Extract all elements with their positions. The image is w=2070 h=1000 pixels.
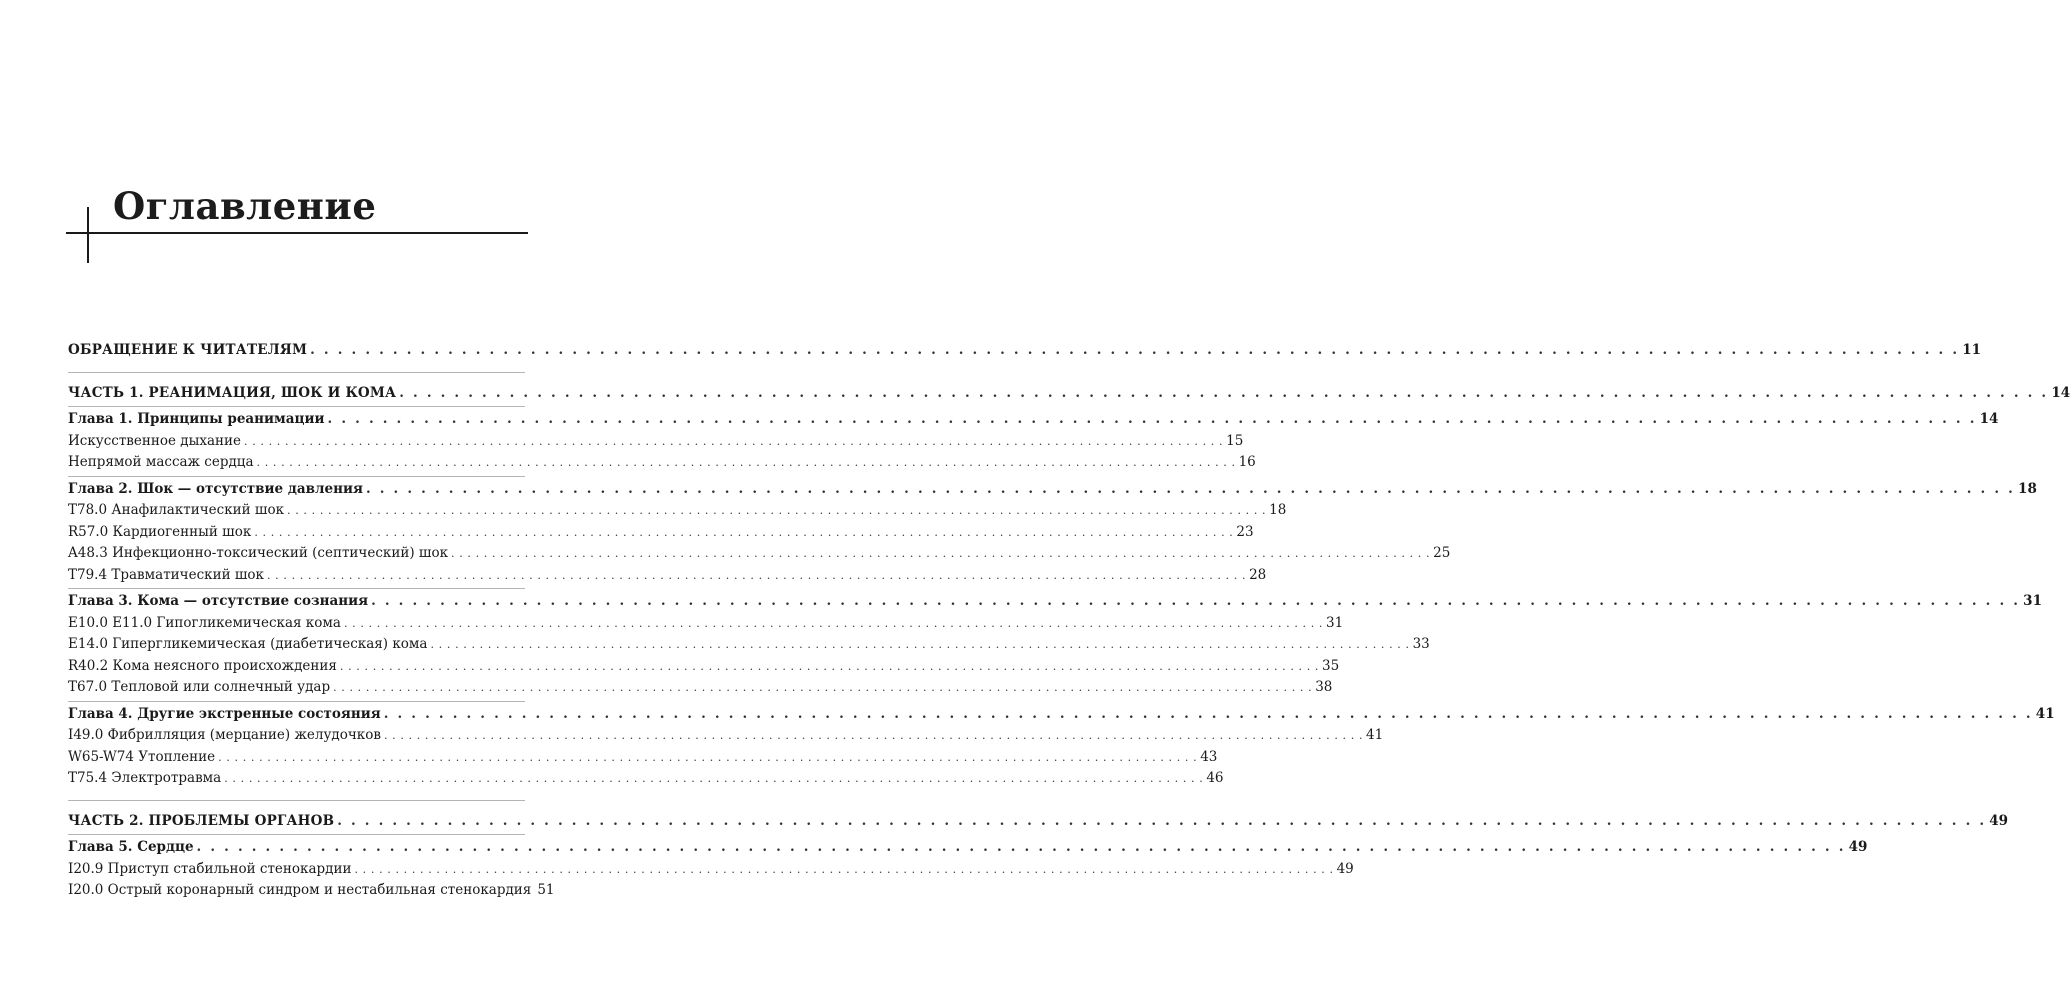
toc-page-number: 14: [1979, 411, 1999, 427]
toc-entry[interactable]: [68, 454, 1256, 470]
toc-leader-dots: . . . . . . . . . . . . . . . . . . . . . . . . . . . . . . . . . . . . . . . . . . . . . . . . . . . . . . . . . . . . . . . . . . . . . . . . . . . . . . . . . . . . . . . . . . . . . . . . . . . . . . . . . . . . . . . . . . . . . . . .: [224, 772, 1204, 785]
toc-title: Искусственное дыхание: [68, 432, 242, 449]
toc-page-number: 28: [1249, 566, 1267, 583]
toc-leader-dots: . . . . . . . . . . . . . . . . . . . . . . . . . . . . . . . . . . . . . . . . . . . . . . . . . . . . . . . . . . . . . . . . . . . . . . . . . . . . . . . . . . . . . . . . . . . . . . . . . . . . . . . . . . . . . . . . . . . . . . . .: [371, 593, 2021, 609]
toc-page-number: 35: [1322, 657, 1340, 674]
toc-leader-dots: . . . . . . . . . . . . . . . . . . . . . . . . . . . . . . . . . . . . . . . . . . . . . . . . . . . . . . . . . . . . . . . . . . . . . . . . . . . . . . . . . . . . . . . . . . . . . . . . . . . . . . . . . . . . . . . . . . . . . . . .: [333, 681, 1313, 694]
title-underline: [66, 232, 528, 234]
toc-title: R40.2 Кома неясного происхождения: [68, 657, 337, 674]
toc-leader-dots: . . . . . . . . . . . . . . . . . . . . . . . . . . . . . . . . . . . . . . . . . . . . . . . . . . . . . . . . . . . . . . . . . . . . . . . . . . . . . . . . . . . . . . . . . . . . . . . . . . . . . . . . . . . . . . . . . . . . . . . .: [266, 568, 1247, 582]
toc-leader-dots: . . . . . . . . . . . . . . . . . . . . . . . . . . . . . . . . . . . . . . . . . . . . . . . . . . . . . . . . . . . . . . . . . . . . . . . . . . . . . . . . . . . . . . . . . . . . . . . . . . . . . . . . . . . . . . . . . . . . . . . .: [383, 729, 1364, 742]
toc-leader-dots: . . . . . . . . . . . . . . . . . . . . . . . . . . . . . . . . . . . . . . . . . . . . . . . . . . . . . . . . . . . . . . . . . . . . . . . . . . . . . . . . . . . . . . . . . . . . . . . . . . . . . . . . . . . . . . . . . . . . . . . .: [339, 659, 1320, 673]
toc-title: ЧАСТЬ 2. ПРОБЛЕМЫ ОРГАНОВ: [68, 812, 335, 829]
toc-entry[interactable]: [68, 636, 1430, 652]
toc-title: Глава 2. Шок — отсутствие давления: [68, 480, 363, 497]
toc-chapter[interactable]: [68, 411, 1999, 427]
toc-leader-dots: . . . . . . . . . . . . . . . . . . . . . . . . . . . . . . . . . . . . . . . . . . . . . . . . . . . . . . . . . . . . . . . . . . . . . . . . . . . . . . . . . . . . . . . . . . . . . . . . . . . . . . . . . . . . . . . . . . . . . . . .: [337, 812, 1987, 829]
toc-page-number: 23: [1236, 523, 1254, 540]
toc-page-number: 51: [537, 882, 555, 898]
toc-leader-dots: . . . . . . . . . . . . . . . . . . . . . . . . . . . . . . . . . . . . . . . . . . . . . . . . . . . . . . . . . . . . . . . . . . . . . . . . . . . . . . . . . . . . . . . . . . . . . . . . . . . . . . . . . . . . . . . . . . . . . . . .: [430, 638, 1410, 651]
toc-entry[interactable]: [68, 657, 1340, 674]
toc-part[interactable]: [68, 384, 2070, 401]
toc-page-number: 38: [1315, 679, 1333, 695]
toc-page-number: 49: [1989, 812, 2009, 829]
toc-leader-dots: . . . . . . . . . . . . . . . . . . . . . . . . . . . . . . . . . . . . . . . . . . . . . . . . . . . . . . . . . . . . . . . . . . . . . . . . . . . . . . . . . . . . . . . . . . . . . . . . . . . . . . . . . . . . . . . . . . . . . . . .: [451, 547, 1431, 560]
toc-chapter[interactable]: [68, 839, 1868, 855]
toc-entry[interactable]: [68, 614, 1344, 631]
toc-page-number: 11: [1962, 342, 1982, 358]
toc-page-number: 16: [1238, 454, 1256, 470]
toc-title: R57.0 Кардиогенный шок: [68, 523, 252, 540]
toc-entry[interactable]: [68, 566, 1267, 583]
toc-page-number: 33: [1412, 636, 1430, 652]
toc-leader-dots: . . . . . . . . . . . . . . . . . . . . . . . . . . . . . . . . . . . . . . . . . . . . . . . . . . . . . . . . . . . . . . . . . . . . . . . . . . . . . . . . . . . . . . . . . . . . . . . . . . . . . . . . . . . . . . . . . . . . . . . .: [196, 839, 1846, 855]
toc-title: T79.4 Травматический шок: [68, 566, 264, 583]
toc-entry[interactable]: [68, 502, 1287, 518]
toc-leader-dots: . . . . . . . . . . . . . . . . . . . . . . . . . . . . . . . . . . . . . . . . . . . . . . . . . . . . . . . . . . . . . . . . . . . . . . . . . . . . . . . . . . . . . . . . . . . . . . . . . . . . . . . . . . . . . . . . . . . . . . . .: [327, 411, 1977, 427]
toc-title: ЧАСТЬ 1. РЕАНИМАЦИЯ, ШОК И КОМА: [68, 384, 397, 401]
toc-leader-dots: . . . . . . . . . . . . . . . . . . . . . . . . . . . . . . . . . . . . . . . . . . . . . . . . . . . . . . . . . . . . . . . . . . . . . . . . . . . . . . . . . . . . . . . . . . . . . . . . . . . . . . . . . . . . . . . . . . . . . . . .: [354, 862, 1334, 876]
toc-page-number: 49: [1848, 839, 1868, 855]
toc-leader-dots: . . . . . . . . . . . . . . . . . . . . . . . . . . . . . . . . . . . . . . . . . . . . . . . . . . . . . . . . . . . . . . . . . . . . . . . . . . . . . . . . . . . . . . . . . . . . . . . . . . . . . . . . . . . . . . . . . . . . . . . .: [287, 504, 1267, 517]
toc-page-number: 41: [1366, 727, 1384, 743]
toc-title: W65-W74 Утопление: [68, 748, 216, 765]
toc-leader-dots: . . . . . . . . . . . . . . . . . . . . . . . . . . . . . . . . . . . . . . . . . . . . . . . . . . . . . . . . . . . . . . . . . . . . . . . . . . . . . . . . . . . . . . . . . . . . . . . . . . . . . . . . . . . . . . . . . . . . . . . .: [383, 705, 2033, 722]
toc-page-number: 31: [1326, 614, 1344, 631]
toc-page-number: 49: [1336, 860, 1354, 877]
toc-title: ОБРАЩЕНИЕ К ЧИТАТЕЛЯМ: [68, 342, 308, 358]
toc-chapter[interactable]: [68, 480, 2037, 497]
toc-leader-dots: . . . . . . . . . . . . . . . . . . . . . . . . . . . . . . . . . . . . . . . . . . . . . . . . . . . . . . . . . . . . . . . . . . . . . . . . . . . . . . . . . . . . . . . . . . . . . . . . . . . . . . . . . . . . . . . . . . . . . . . .: [399, 384, 2049, 401]
toc-leader-dots: . . . . . . . . . . . . . . . . . . . . . . . . . . . . . . . . . . . . . . . . . . . . . . . . . . . . . . . . . . . . . . . . . . . . . . . . . . . . . . . . . . . . . . . . . . . . . . . . . . . . . . . . . . . . . . . . . . . . . . . .: [365, 480, 2016, 497]
toc-title: T75.4 Электротравма: [68, 770, 222, 786]
toc-page-number: 18: [2018, 480, 2037, 497]
toc-entry[interactable]: [68, 882, 555, 898]
toc-page-number: 31: [2023, 593, 2042, 609]
toc-leader-dots: . . . . . . . . . . . . . . . . . . . . . . . . . . . . . . . . . . . . . . . . . . . . . . . . . . . . . . . . . . . . . . . . . . . . . . . . . . . . . . . . . . . . . . . . . . . . . . . . . . . . . . . . . . . . . . . . . . . . . . . .: [254, 525, 1234, 539]
page-title: Оглавление: [113, 184, 377, 228]
toc-title: Глава 4. Другие экстренные состояния: [68, 705, 381, 722]
toc-leader-dots: . . . . . . . . . . . . . . . . . . . . . . . . . . . . . . . . . . . . . . . . . . . . . . . . . . . . . . . . . . . . . . . . . . . . . . . . . . . . . . . . . . . . . . . . . . . . . . . . . . . . . . . . . . . . . . . . . . . . . . . .: [218, 750, 1198, 764]
toc-leader-dots: . . . . . . . . . . . . . . . . . . . . . . . . . . . . . . . . . . . . . . . . . . . . . . . . . . . . . . . . . . . . . . . . . . . . . . . . . . . . . . . . . . . . . . . . . . . . . . . . . . . . . . . . . . . . . . . . . . . . . . . .: [343, 616, 1324, 630]
toc-chapter[interactable]: [68, 593, 2042, 609]
table-of-contents: [68, 342, 2070, 898]
toc-entry[interactable]: [68, 770, 1224, 786]
toc-title: E14.0 Гипергликемическая (диабетическая) кома: [68, 636, 428, 652]
toc-entry[interactable]: [68, 860, 1354, 877]
toc-page-number: 43: [1200, 748, 1218, 765]
toc-title: E10.0 E11.0 Гипогликемическая кома: [68, 614, 341, 631]
toc-part[interactable]: [68, 342, 1982, 358]
toc-leader-dots: . . . . . . . . . . . . . . . . . . . . . . . . . . . . . . . . . . . . . . . . . . . . . . . . . . . . . . . . . . . . . . . . . . . . . . . . . . . . . . . . . . . . . . . . . . . . . . . . . . . . . . . . . . . . . . . . . . . . . . . .: [244, 434, 1224, 448]
toc-page-number: 41: [2035, 705, 2055, 722]
toc-entry[interactable]: [68, 545, 1451, 561]
toc-title: T67.0 Тепловой или солнечный удар: [68, 679, 331, 695]
toc-page-number: 46: [1206, 770, 1224, 786]
toc-page-number: 25: [1433, 545, 1451, 561]
toc-title: Непрямой массаж сердца: [68, 454, 254, 470]
title-crossmark: [87, 207, 89, 263]
toc-title: Глава 1. Принципы реанимации: [68, 411, 325, 427]
toc-title: I20.0 Острый коронарный синдром и нестабильная стенокардия: [68, 882, 532, 898]
toc-page-number: 14: [2051, 384, 2070, 401]
toc-entry[interactable]: [68, 727, 1384, 743]
toc-title: T78.0 Анафилактический шок: [68, 502, 285, 518]
toc-leader-dots: . . . . . . . . . . . . . . . . . . . . . . . . . . . . . . . . . . . . . . . . . . . . . . . . . . . . . . . . . . . . . . . . . . . . . . . . . . . . . . . . . . . . . . . . . . . . . . . . . . . . . . . . . . . . . . . . . . . . . . . .: [256, 456, 1236, 469]
toc-page-number: 15: [1226, 432, 1244, 449]
toc-chapter[interactable]: [68, 705, 2055, 722]
toc-entry[interactable]: [68, 679, 1333, 695]
toc-part[interactable]: [68, 812, 2009, 829]
toc-page-number: 18: [1269, 502, 1287, 518]
toc-title: A48.3 Инфекционно-токсический (септический) шок: [68, 545, 449, 561]
toc-title: I20.9 Приступ стабильной стенокардии: [68, 860, 352, 877]
toc-leader-dots: . . . . . . . . . . . . . . . . . . . . . . . . . . . . . . . . . . . . . . . . . . . . . . . . . . . . . . . . . . . . . . . . . . . . . . . . . . . . . . . . . . . . . . . . . . . . . . . . . . . . . . . . . . . . . . . . . . . . . . . .: [310, 342, 1960, 358]
toc-title: Глава 5. Сердце: [68, 839, 194, 855]
toc-title: I49.0 Фибрилляция (мерцание) желудочков: [68, 727, 381, 743]
toc-title: Глава 3. Кома — отсутствие сознания: [68, 593, 369, 609]
toc-entry[interactable]: [68, 432, 1244, 449]
toc-entry[interactable]: [68, 748, 1218, 765]
toc-entry[interactable]: [68, 523, 1254, 540]
